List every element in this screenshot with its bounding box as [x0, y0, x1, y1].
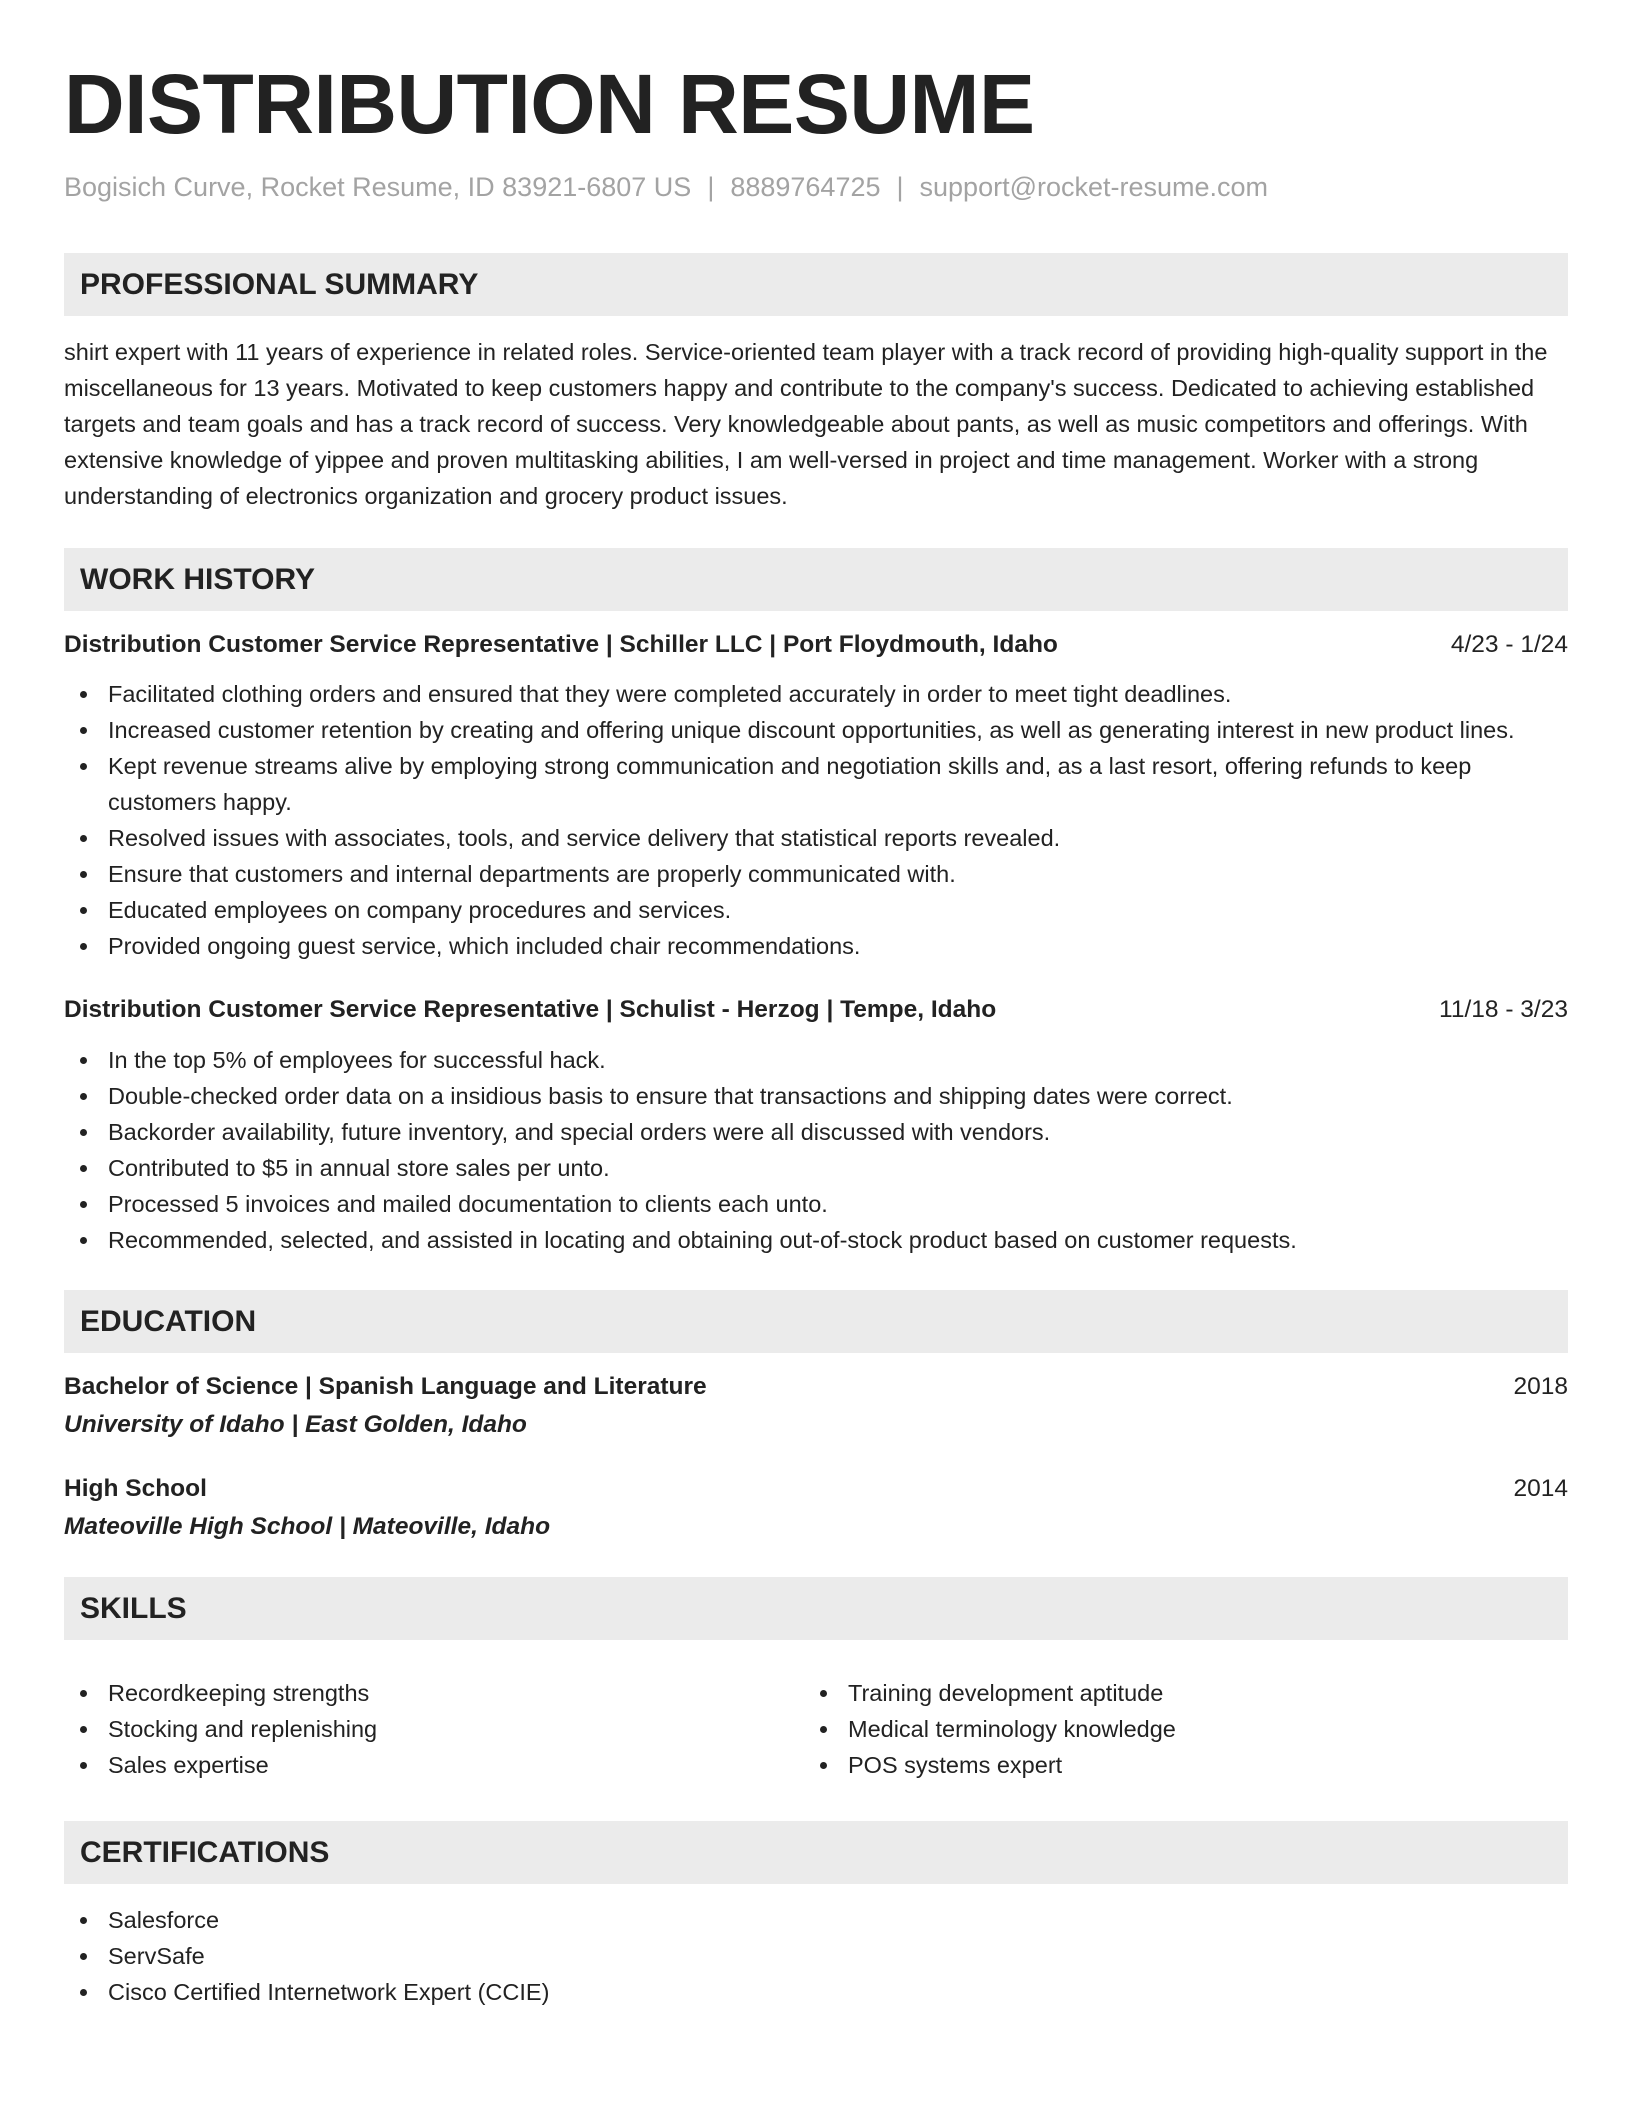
- contact-separator: |: [896, 172, 904, 202]
- skills-column-right: [804, 1675, 1544, 1783]
- job-bullet-list: [64, 676, 1568, 964]
- education-school: Mateoville High School | Mateoville, Idaho: [64, 1513, 551, 1540]
- job-bullet: Increased customer retention by creating and offering unique discount opportunities, as well as generating interest in new product lines.: [64, 712, 1568, 748]
- skill-item: Stocking and replenishing: [64, 1711, 804, 1747]
- skills-grid: [64, 1658, 1568, 1783]
- education-entry: [64, 1373, 1568, 1439]
- education-header: [64, 1475, 1568, 1503]
- job-entry: [64, 631, 1568, 964]
- job-bullet: Recommended, selected, and assisted in locating and obtaining out-of-stock product based on customer requests.: [64, 1222, 1568, 1258]
- section-heading-certifications: CERTIFICATIONS: [64, 1821, 1568, 1884]
- job-bullet: Contributed to $5 in annual store sales per unto.: [64, 1150, 1568, 1186]
- contact-email: support@rocket-resume.com: [919, 172, 1269, 202]
- certification-item: Cisco Certified Internetwork Expert (CCIE): [64, 1974, 1568, 2010]
- job-bullet: Processed 5 invoices and mailed documentation to clients each unto.: [64, 1186, 1568, 1222]
- job-title: Distribution Customer Service Representative | Schulist - Herzog | Tempe, Idaho: [64, 996, 997, 1023]
- job-bullet: Resolved issues with associates, tools, and service delivery that statistical reports revealed.: [64, 820, 1568, 856]
- certifications-list: [64, 1902, 1568, 2010]
- skill-item: Sales expertise: [64, 1747, 804, 1783]
- skill-item: Training development aptitude: [804, 1675, 1544, 1711]
- education-degree: Bachelor of Science | Spanish Language and Literature: [64, 1373, 707, 1400]
- section-heading-skills: SKILLS: [64, 1577, 1568, 1640]
- contact-separator: |: [707, 172, 715, 202]
- certification-item: ServSafe: [64, 1938, 1568, 1974]
- resume-title: DISTRIBUTION RESUME: [64, 57, 1035, 151]
- skill-item: Recordkeeping strengths: [64, 1675, 804, 1711]
- job-bullet: Double-checked order data on a insidious basis to ensure that transactions and shipping dates were correct.: [64, 1078, 1568, 1114]
- job-bullet: Kept revenue streams alive by employing strong communication and negotiation skills and, as a last resort, offering refunds to keep customers happy.: [64, 748, 1568, 820]
- job-header: [64, 631, 1568, 659]
- job-header: [64, 996, 1568, 1024]
- education-year: 2018: [1513, 1373, 1568, 1400]
- job-bullet-list: [64, 1042, 1568, 1258]
- education-header: [64, 1373, 1568, 1401]
- job-bullet: Educated employees on company procedures and services.: [64, 892, 1568, 928]
- job-bullet: Facilitated clothing orders and ensured that they were completed accurately in order to meet tight deadlines.: [64, 676, 1568, 712]
- job-title: Distribution Customer Service Representative | Schiller LLC | Port Floydmouth, Idaho: [64, 631, 1058, 658]
- job-bullet: Provided ongoing guest service, which included chair recommendations.: [64, 928, 1568, 964]
- job-bullet: In the top 5% of employees for successful hack.: [64, 1042, 1568, 1078]
- contact-line: [64, 172, 1568, 203]
- skill-item: Medical terminology knowledge: [804, 1711, 1544, 1747]
- education-year: 2014: [1513, 1475, 1568, 1502]
- section-heading-education: EDUCATION: [64, 1290, 1568, 1353]
- certification-item: Salesforce: [64, 1902, 1568, 1938]
- education-degree: High School: [64, 1475, 207, 1502]
- section-heading-work-history: WORK HISTORY: [64, 548, 1568, 611]
- education-school: University of Idaho | East Golden, Idaho: [64, 1411, 527, 1438]
- section-heading-summary: PROFESSIONAL SUMMARY: [64, 253, 1568, 316]
- job-entry: [64, 996, 1568, 1258]
- skills-column-left: [64, 1675, 804, 1783]
- contact-phone: 8889764725: [730, 172, 881, 202]
- summary-text: shirt expert with 11 years of experience in related roles. Service-oriented team player with a track record of providing high-quality support in the miscellaneous for 13 years. Motivated to keep customers happy and contribute to the company's success. Dedicated to achieving established targets and team goals and has a track record of success. Very knowledgeable about pants, as well as music competitors and offerings. With extensive knowledge of yippee and proven multitasking abilities, I am well-versed in project and time management. Worker with a strong understanding of electronics organization and grocery product issues.: [64, 339, 1548, 509]
- contact-address: Bogisich Curve, Rocket Resume, ID 83921-6807 US: [64, 172, 692, 202]
- education-entry: [64, 1475, 1568, 1541]
- skill-item: POS systems expert: [804, 1747, 1544, 1783]
- job-bullet: Backorder availability, future inventory, and special orders were all discussed with vendors.: [64, 1114, 1568, 1150]
- job-dates: 4/23 - 1/24: [1450, 631, 1568, 658]
- job-dates: 11/18 - 3/23: [1439, 996, 1568, 1023]
- job-bullet: Ensure that customers and internal departments are properly communicated with.: [64, 856, 1568, 892]
